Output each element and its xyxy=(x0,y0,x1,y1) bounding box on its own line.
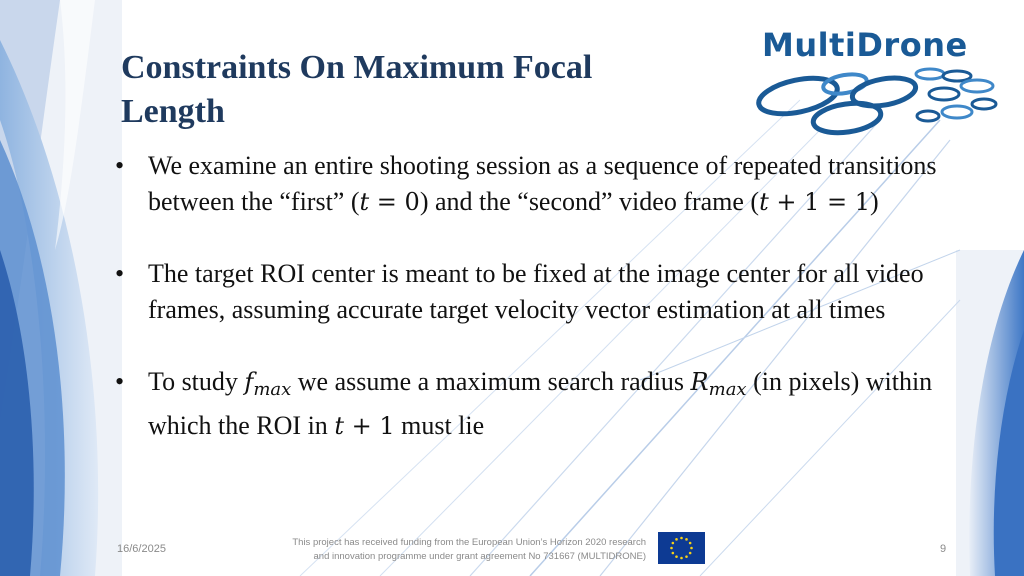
math-t: t xyxy=(334,412,344,440)
page-number: 9 xyxy=(940,543,947,555)
bullet-3-text-d: must lie xyxy=(394,411,485,440)
eu-star xyxy=(672,542,675,545)
bullet-list xyxy=(112,148,942,480)
bullet-item-3 xyxy=(112,364,942,444)
bullet-marker: • xyxy=(115,259,125,288)
math-f-subscript: max xyxy=(253,379,292,400)
footer-date: 16/6/2025 xyxy=(117,543,166,555)
eu-star xyxy=(680,537,683,540)
bullet-1-text-b: ) and the “second” video frame ( xyxy=(419,187,760,216)
bullet-1-text-a: We examine an entire shooting session as a sequence of repeated transitions between the “first” ( xyxy=(148,151,937,216)
math-plus-one: + 1 xyxy=(343,412,395,440)
funding-notice xyxy=(240,536,646,564)
math-r: R xyxy=(690,368,709,396)
eu-star xyxy=(675,555,678,558)
funding-line-1: This project has received funding from the European Union’s Horizon 2020 research xyxy=(292,537,646,548)
math-t: t xyxy=(759,188,769,216)
eu-star xyxy=(680,557,683,560)
eu-star xyxy=(685,555,688,558)
bullet-1-text-c: ) xyxy=(870,187,879,216)
eu-star xyxy=(689,552,692,555)
bullet-2-text: The target ROI center is meant to be fixed at the image center for all video frames, assuming accurate target velocity vector estimation at all times xyxy=(148,259,924,324)
eu-star xyxy=(672,552,675,555)
logo-text: MultiDrone xyxy=(762,26,968,64)
slide-title: Constraints On Maximum Focal Length xyxy=(121,49,593,130)
math-eq-zero: = 0 xyxy=(369,188,420,216)
eu-star xyxy=(670,547,673,550)
bullet-item-1 xyxy=(112,148,942,220)
math-r-subscript: max xyxy=(708,379,747,400)
bullet-item-2 xyxy=(112,256,942,328)
eu-star xyxy=(689,542,692,545)
bullet-marker: • xyxy=(115,151,125,180)
eu-star xyxy=(675,538,678,541)
bullet-3-text-a: To study xyxy=(148,367,245,396)
math-t: t xyxy=(359,188,370,216)
math-plus-one-eq-one: + 1 = 1 xyxy=(768,188,871,216)
bullet-marker: • xyxy=(115,367,125,396)
eu-flag-icon xyxy=(658,532,705,564)
multidrone-logo xyxy=(752,26,1007,146)
logo-rings-icon xyxy=(752,64,1007,144)
bullet-3-text-b: we assume a maximum search radius xyxy=(291,367,691,396)
funding-line-2: and innovation programme under grant agreement No 731667 (MULTIDRONE) xyxy=(313,551,646,562)
eu-star xyxy=(690,547,693,550)
bullet-3-text-c: (in pixels) within which the ROI in xyxy=(148,367,933,440)
eu-star xyxy=(685,538,688,541)
math-f: f xyxy=(244,368,254,396)
